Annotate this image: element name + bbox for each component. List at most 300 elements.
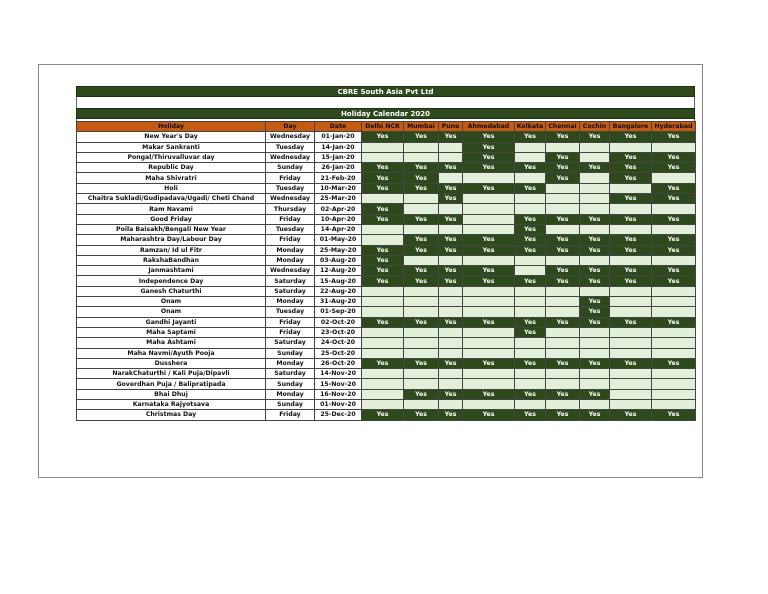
holiday-day: Saturday: [266, 369, 315, 379]
holiday-date: 01-Nov-20: [315, 400, 362, 410]
city-cell-yes: Yes: [362, 245, 404, 255]
city-cell-empty: [362, 400, 404, 410]
holiday-date: 25-Dec-20: [315, 410, 362, 420]
city-cell-yes: Yes: [404, 410, 439, 420]
city-cell-empty: [652, 369, 696, 379]
city-cell-empty: [546, 369, 580, 379]
city-cell-empty: [610, 255, 652, 265]
city-cell-yes: Yes: [463, 358, 515, 368]
city-cell-yes: Yes: [652, 235, 696, 245]
city-cell-empty: [362, 286, 404, 296]
city-cell-yes: Yes: [463, 276, 515, 286]
city-cell-yes: Yes: [515, 276, 546, 286]
city-cell-yes: Yes: [652, 317, 696, 327]
city-cell-empty: [362, 297, 404, 307]
city-cell-yes: Yes: [546, 276, 580, 286]
holiday-name: Maha Navmi/Ayuth Pooja: [77, 348, 266, 358]
table-row: [77, 266, 696, 276]
city-cell-yes: Yes: [463, 183, 515, 193]
holiday-name: Goverdhan Puja / Balipratipada: [77, 379, 266, 389]
city-cell-empty: [610, 389, 652, 399]
city-cell-yes: Yes: [404, 183, 439, 193]
city-cell-empty: [652, 338, 696, 348]
city-cell-empty: [439, 286, 463, 296]
city-cell-empty: [580, 152, 610, 162]
city-cell-empty: [463, 255, 515, 265]
city-cell-empty: [404, 369, 439, 379]
city-cell-yes: Yes: [546, 389, 580, 399]
city-cell-yes: Yes: [610, 276, 652, 286]
city-cell-empty: [610, 204, 652, 214]
table-row: [77, 379, 696, 389]
city-cell-empty: [546, 142, 580, 152]
city-cell-yes: Yes: [404, 389, 439, 399]
holiday-day: Monday: [266, 255, 315, 265]
holiday-day: Tuesday: [266, 142, 315, 152]
holiday-day: Tuesday: [266, 183, 315, 193]
table-row: [77, 327, 696, 337]
holiday-date: 15-Aug-20: [315, 276, 362, 286]
city-cell-empty: [580, 255, 610, 265]
holiday-day: Friday: [266, 235, 315, 245]
city-cell-empty: [515, 400, 546, 410]
city-cell-yes: Yes: [652, 183, 696, 193]
city-cell-empty: [404, 142, 439, 152]
holiday-date: 12-Aug-20: [315, 266, 362, 276]
city-cell-empty: [362, 389, 404, 399]
holiday-name: Maha Ashtami: [77, 338, 266, 348]
city-cell-yes: Yes: [439, 266, 463, 276]
holiday-day: Sunday: [266, 379, 315, 389]
city-cell-yes: Yes: [515, 358, 546, 368]
city-cell-empty: [652, 204, 696, 214]
city-cell-yes: Yes: [515, 214, 546, 224]
col-holiday: Holiday: [77, 122, 266, 132]
col-day: Day: [266, 122, 315, 132]
city-cell-empty: [463, 327, 515, 337]
city-cell-empty: [463, 214, 515, 224]
holiday-date: 14-Nov-20: [315, 369, 362, 379]
table-row: [77, 358, 696, 368]
table-row: [77, 204, 696, 214]
city-cell-yes: Yes: [652, 163, 696, 173]
city-cell-yes: Yes: [652, 410, 696, 420]
city-cell-empty: [610, 297, 652, 307]
city-cell-yes: Yes: [580, 245, 610, 255]
holiday-day: Sunday: [266, 400, 315, 410]
city-cell-empty: [580, 224, 610, 234]
city-cell-empty: [463, 297, 515, 307]
city-cell-yes: Yes: [404, 245, 439, 255]
city-cell-empty: [362, 327, 404, 337]
city-cell-empty: [580, 286, 610, 296]
city-cell-empty: [652, 173, 696, 183]
city-cell-yes: Yes: [515, 163, 546, 173]
holiday-day: Sunday: [266, 163, 315, 173]
city-cell-empty: [515, 286, 546, 296]
city-cell-yes: Yes: [439, 410, 463, 420]
holiday-date: 26-Jan-20: [315, 163, 362, 173]
city-cell-empty: [439, 307, 463, 317]
city-cell-empty: [652, 297, 696, 307]
city-cell-empty: [652, 255, 696, 265]
city-cell-yes: Yes: [463, 235, 515, 245]
table-row: [77, 307, 696, 317]
city-cell-yes: Yes: [610, 163, 652, 173]
city-cell-yes: Yes: [463, 266, 515, 276]
spacer-row: [76, 97, 695, 108]
city-cell-empty: [463, 286, 515, 296]
holiday-name: Christmas Day: [77, 410, 266, 420]
city-cell-yes: Yes: [439, 235, 463, 245]
city-cell-yes: Yes: [546, 317, 580, 327]
city-cell-yes: Yes: [439, 194, 463, 204]
city-cell-yes: Yes: [439, 317, 463, 327]
city-cell-empty: [610, 348, 652, 358]
city-cell-empty: [610, 183, 652, 193]
table-row: [77, 173, 696, 183]
city-cell-empty: [463, 400, 515, 410]
city-cell-empty: [546, 183, 580, 193]
holiday-name: RakshaBandhan: [77, 255, 266, 265]
city-cell-empty: [515, 173, 546, 183]
city-cell-empty: [463, 194, 515, 204]
holiday-date: 16-Nov-20: [315, 389, 362, 399]
city-cell-empty: [546, 348, 580, 358]
city-cell-empty: [515, 338, 546, 348]
city-cell-empty: [515, 204, 546, 214]
city-cell-yes: Yes: [652, 194, 696, 204]
city-cell-yes: Yes: [362, 163, 404, 173]
city-cell-yes: Yes: [404, 276, 439, 286]
holiday-name: Dusshera: [77, 358, 266, 368]
col-delhi-ncr: Delhi NCR: [362, 122, 404, 132]
holiday-day: Friday: [266, 327, 315, 337]
holiday-name: Janmashtami: [77, 266, 266, 276]
city-cell-empty: [439, 379, 463, 389]
city-cell-yes: Yes: [580, 266, 610, 276]
table-row: [77, 235, 696, 245]
holiday-name: NarakChaturthi / Kali Puja/Dipavli: [77, 369, 266, 379]
calendar-title-banner: Holiday Calendar 2020: [76, 108, 695, 119]
city-cell-yes: Yes: [362, 317, 404, 327]
holiday-name: Pongal/Thiruvalluvar day: [77, 152, 266, 162]
col-hyderabad: Hyderabad: [652, 122, 696, 132]
city-cell-empty: [404, 286, 439, 296]
city-cell-yes: Yes: [580, 235, 610, 245]
city-cell-yes: Yes: [610, 317, 652, 327]
city-cell-empty: [546, 379, 580, 389]
city-cell-yes: Yes: [362, 204, 404, 214]
holiday-table: [76, 121, 696, 421]
city-cell-empty: [546, 204, 580, 214]
table-row: [77, 410, 696, 420]
city-cell-empty: [362, 338, 404, 348]
city-cell-yes: Yes: [362, 255, 404, 265]
city-cell-empty: [610, 400, 652, 410]
holiday-name: Karnataka Rajyotsava: [77, 400, 266, 410]
city-cell-empty: [439, 327, 463, 337]
city-cell-empty: [652, 307, 696, 317]
city-cell-yes: Yes: [439, 276, 463, 286]
city-cell-yes: Yes: [580, 214, 610, 224]
holiday-day: Friday: [266, 317, 315, 327]
city-cell-yes: Yes: [610, 410, 652, 420]
city-cell-empty: [404, 204, 439, 214]
table-row: [77, 214, 696, 224]
city-cell-empty: [515, 194, 546, 204]
city-cell-yes: Yes: [610, 194, 652, 204]
city-cell-empty: [546, 400, 580, 410]
city-cell-empty: [515, 142, 546, 152]
col-date: Date: [315, 122, 362, 132]
table-row: [77, 369, 696, 379]
city-cell-empty: [404, 400, 439, 410]
city-cell-yes: Yes: [362, 410, 404, 420]
city-cell-empty: [463, 348, 515, 358]
holiday-day: Wednesday: [266, 266, 315, 276]
holiday-name: Bhai Dhuj: [77, 389, 266, 399]
city-cell-empty: [463, 173, 515, 183]
city-cell-empty: [463, 224, 515, 234]
city-cell-yes: Yes: [610, 214, 652, 224]
city-cell-empty: [546, 286, 580, 296]
city-cell-empty: [546, 194, 580, 204]
city-cell-yes: Yes: [610, 132, 652, 142]
holiday-day: Monday: [266, 297, 315, 307]
table-row: [77, 297, 696, 307]
city-cell-empty: [515, 348, 546, 358]
holiday-date: 03-Aug-20: [315, 255, 362, 265]
city-cell-yes: Yes: [580, 317, 610, 327]
holiday-name: Holi: [77, 183, 266, 193]
table-row: [77, 286, 696, 296]
city-cell-yes: Yes: [546, 245, 580, 255]
city-cell-yes: Yes: [463, 132, 515, 142]
city-cell-empty: [580, 348, 610, 358]
table-row: [77, 338, 696, 348]
city-cell-empty: [439, 173, 463, 183]
city-cell-empty: [362, 307, 404, 317]
holiday-date: 01-May-20: [315, 235, 362, 245]
city-cell-yes: Yes: [610, 358, 652, 368]
holiday-date: 25-May-20: [315, 245, 362, 255]
table-row: [77, 183, 696, 193]
city-cell-yes: Yes: [404, 266, 439, 276]
city-cell-yes: Yes: [439, 389, 463, 399]
city-cell-empty: [362, 379, 404, 389]
holiday-name: Republic Day: [77, 163, 266, 173]
col-kolkata: Kolkata: [515, 122, 546, 132]
holiday-day: Friday: [266, 410, 315, 420]
holiday-date: 14-Jan-20: [315, 142, 362, 152]
holiday-day: Tuesday: [266, 224, 315, 234]
table-body: [77, 132, 696, 420]
city-cell-yes: Yes: [546, 358, 580, 368]
city-cell-empty: [463, 338, 515, 348]
city-cell-yes: Yes: [463, 163, 515, 173]
city-cell-yes: Yes: [404, 214, 439, 224]
city-cell-empty: [515, 379, 546, 389]
city-cell-yes: Yes: [515, 235, 546, 245]
holiday-date: 01-Jan-20: [315, 132, 362, 142]
city-cell-empty: [610, 307, 652, 317]
city-cell-empty: [362, 224, 404, 234]
city-cell-yes: Yes: [404, 235, 439, 245]
city-cell-yes: Yes: [404, 173, 439, 183]
city-cell-yes: Yes: [652, 245, 696, 255]
city-cell-yes: Yes: [580, 358, 610, 368]
table-row: [77, 348, 696, 358]
city-cell-empty: [580, 194, 610, 204]
holiday-date: 02-Oct-20: [315, 317, 362, 327]
city-cell-yes: Yes: [463, 152, 515, 162]
city-cell-empty: [610, 142, 652, 152]
city-cell-empty: [439, 152, 463, 162]
col-ahmedabad: Ahmedabad: [463, 122, 515, 132]
holiday-name: New Year's Day: [77, 132, 266, 142]
table-row: [77, 224, 696, 234]
city-cell-empty: [362, 194, 404, 204]
city-cell-empty: [580, 142, 610, 152]
table-row: [77, 276, 696, 286]
holiday-day: Monday: [266, 358, 315, 368]
city-cell-yes: Yes: [439, 163, 463, 173]
city-cell-empty: [362, 152, 404, 162]
city-cell-empty: [652, 286, 696, 296]
table-row: [77, 152, 696, 162]
city-cell-empty: [580, 338, 610, 348]
city-cell-empty: [580, 400, 610, 410]
city-cell-empty: [404, 327, 439, 337]
table-row: [77, 317, 696, 327]
city-cell-empty: [362, 235, 404, 245]
city-cell-empty: [580, 327, 610, 337]
city-cell-yes: Yes: [515, 183, 546, 193]
city-cell-yes: Yes: [463, 389, 515, 399]
holiday-date: 26-Oct-20: [315, 358, 362, 368]
city-cell-yes: Yes: [652, 132, 696, 142]
city-cell-empty: [463, 379, 515, 389]
city-cell-empty: [463, 204, 515, 214]
city-cell-yes: Yes: [546, 132, 580, 142]
city-cell-empty: [463, 369, 515, 379]
city-cell-yes: Yes: [362, 183, 404, 193]
holiday-name: Independence Day: [77, 276, 266, 286]
city-cell-empty: [439, 204, 463, 214]
header-row: [77, 122, 696, 132]
city-cell-empty: [439, 369, 463, 379]
holiday-name: Gandhi Jayanti: [77, 317, 266, 327]
city-cell-empty: [515, 152, 546, 162]
holiday-name: Ganesh Chaturthi: [77, 286, 266, 296]
city-cell-empty: [439, 224, 463, 234]
city-cell-yes: Yes: [546, 266, 580, 276]
city-cell-yes: Yes: [404, 163, 439, 173]
city-cell-yes: Yes: [652, 266, 696, 276]
holiday-name: Poila Baisakh/Bengali New Year: [77, 224, 266, 234]
city-cell-empty: [404, 152, 439, 162]
city-cell-empty: [362, 142, 404, 152]
city-cell-empty: [404, 297, 439, 307]
holiday-date: 25-Mar-20: [315, 194, 362, 204]
city-cell-yes: Yes: [610, 152, 652, 162]
city-cell-yes: Yes: [404, 132, 439, 142]
city-cell-empty: [439, 297, 463, 307]
holiday-sheet: [76, 86, 695, 421]
holiday-day: Wednesday: [266, 152, 315, 162]
holiday-date: 14-Apr-20: [315, 224, 362, 234]
city-cell-empty: [610, 379, 652, 389]
city-cell-empty: [610, 338, 652, 348]
city-cell-yes: Yes: [652, 214, 696, 224]
holiday-day: Thursday: [266, 204, 315, 214]
city-cell-yes: Yes: [580, 163, 610, 173]
city-cell-empty: [546, 297, 580, 307]
city-cell-empty: [515, 369, 546, 379]
city-cell-empty: [652, 142, 696, 152]
city-cell-yes: Yes: [652, 358, 696, 368]
city-cell-empty: [404, 348, 439, 358]
city-cell-yes: Yes: [515, 389, 546, 399]
holiday-date: 02-Apr-20: [315, 204, 362, 214]
city-cell-empty: [362, 348, 404, 358]
city-cell-yes: Yes: [515, 410, 546, 420]
city-cell-yes: Yes: [610, 266, 652, 276]
holiday-date: 31-Aug-20: [315, 297, 362, 307]
city-cell-yes: Yes: [515, 224, 546, 234]
table-row: [77, 389, 696, 399]
holiday-date: 10-Mar-20: [315, 183, 362, 193]
holiday-date: 24-Oct-20: [315, 338, 362, 348]
city-cell-yes: Yes: [362, 358, 404, 368]
holiday-day: Monday: [266, 245, 315, 255]
city-cell-yes: Yes: [546, 214, 580, 224]
holiday-date: 23-Oct-20: [315, 327, 362, 337]
holiday-day: Saturday: [266, 338, 315, 348]
city-cell-yes: Yes: [463, 142, 515, 152]
city-cell-yes: Yes: [362, 266, 404, 276]
city-cell-empty: [610, 327, 652, 337]
city-cell-yes: Yes: [546, 235, 580, 245]
holiday-day: Wednesday: [266, 194, 315, 204]
city-cell-yes: Yes: [439, 183, 463, 193]
city-cell-empty: [610, 224, 652, 234]
city-cell-yes: Yes: [463, 317, 515, 327]
holiday-date: 22-Aug-20: [315, 286, 362, 296]
city-cell-empty: [546, 338, 580, 348]
city-cell-yes: Yes: [463, 245, 515, 255]
holiday-date: 15-Nov-20: [315, 379, 362, 389]
table-row: [77, 194, 696, 204]
city-cell-empty: [580, 173, 610, 183]
holiday-day: Saturday: [266, 286, 315, 296]
holiday-name: Chaitra Sukladi/Gudipadava/Ugadi/ Cheti Chand: [77, 194, 266, 204]
city-cell-yes: Yes: [362, 132, 404, 142]
holiday-date: 15-Jan-20: [315, 152, 362, 162]
city-cell-yes: Yes: [546, 173, 580, 183]
city-cell-yes: Yes: [439, 358, 463, 368]
table-row: [77, 245, 696, 255]
city-cell-empty: [362, 369, 404, 379]
city-cell-empty: [652, 348, 696, 358]
holiday-day: Friday: [266, 173, 315, 183]
table-row: [77, 132, 696, 142]
city-cell-yes: Yes: [610, 235, 652, 245]
city-cell-empty: [404, 255, 439, 265]
city-cell-yes: Yes: [439, 245, 463, 255]
holiday-name: Ram Navami: [77, 204, 266, 214]
